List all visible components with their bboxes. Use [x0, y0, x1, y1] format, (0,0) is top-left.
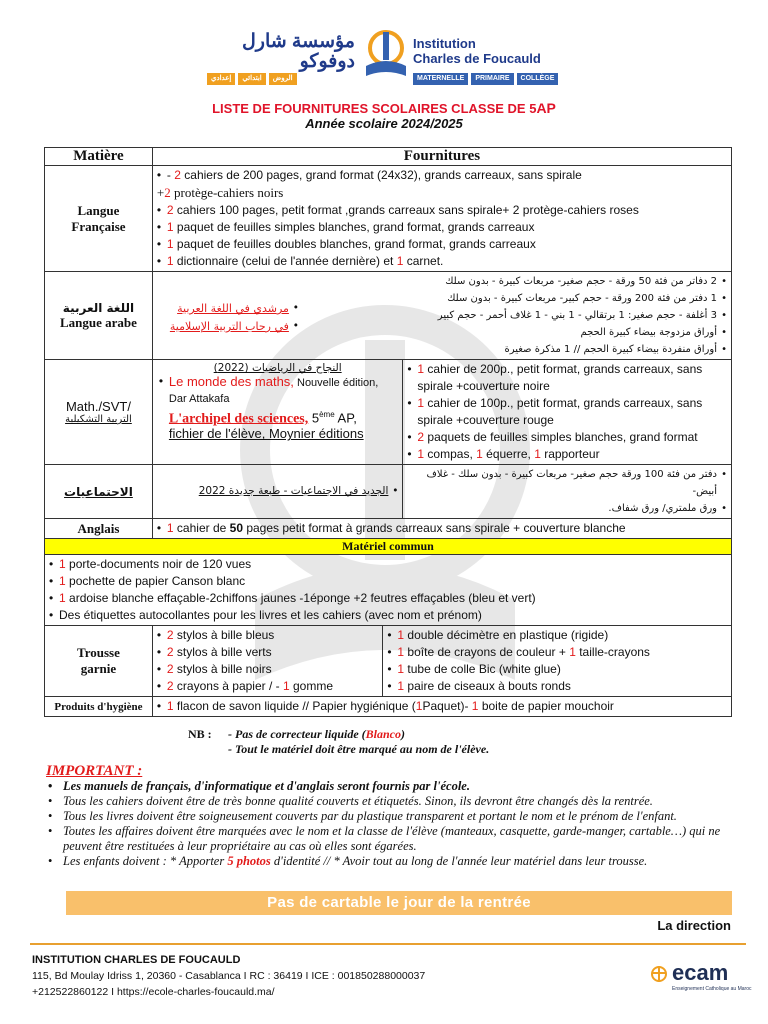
- list-item: [157, 202, 727, 219]
- supplies-anglais: [152, 519, 731, 539]
- subject-line: Langue arabe: [59, 314, 137, 330]
- list-item: [49, 556, 727, 573]
- item-text: stylos à bille verts: [173, 645, 272, 659]
- list-item: [49, 607, 727, 624]
- supplies-math: [152, 360, 731, 465]
- table-row-math: [45, 360, 732, 465]
- item-text: pochette de papier Canson blanc: [65, 574, 246, 588]
- item-text: double décimètre en plastique (rigide): [404, 628, 609, 642]
- logo-tag: MATERNELLE: [413, 73, 468, 85]
- item-text: paquet de feuilles doubles blanches, grand format, grands carreaux: [173, 237, 536, 251]
- item-qty: 1: [415, 699, 423, 713]
- school-emblem-icon: [360, 28, 412, 80]
- note-text: Les enfants doivent : * Apporter: [63, 854, 228, 868]
- item-pages: 50: [229, 521, 243, 535]
- list-item: [407, 446, 727, 463]
- item-text: cahier de 200p., petit format, grands carreaux, sans spirale +couverture noire: [417, 362, 703, 393]
- book-title: في رحاب التربية الإسلامية: [169, 320, 289, 333]
- supplies-commun: [45, 555, 732, 626]
- logo-arabic-name: مؤسسة شارل دوفوكو: [241, 31, 355, 72]
- item-text: boîte de crayons de couleur +: [404, 645, 570, 659]
- note-highlight: 5 photos: [227, 854, 271, 868]
- book-title: مرشدي في اللغة العربية: [177, 302, 289, 315]
- footer-address: 115, Bd Moulay Idriss 1, 20360 - Casablanca I RC : 36419 I ICE : 001850288000037: [32, 970, 426, 982]
- table-row-arabe: [45, 272, 732, 360]
- book-edition: 5: [308, 410, 320, 426]
- item-text: taille-crayons: [575, 645, 650, 659]
- book-archipel: [159, 407, 397, 426]
- item-qty: 2: [164, 185, 171, 200]
- logo-fr-line2: Charles de Foucauld: [413, 51, 541, 66]
- school-logo: [185, 28, 585, 92]
- item-text: cahiers 100 pages, petit format ,grands carreaux sans spirale+ 2 protège-cahiers roses: [173, 203, 639, 217]
- document-title: [0, 100, 768, 116]
- list-item: [157, 678, 379, 695]
- list-item: [387, 644, 727, 661]
- table-row-social: [45, 465, 732, 519]
- book-item: [157, 318, 299, 336]
- item-qty: 1: [166, 220, 174, 234]
- item-qty: 1: [396, 254, 404, 268]
- item-qty: 1: [59, 557, 66, 571]
- item-qty: 2: [166, 203, 174, 217]
- list-item: • دفتر من فئة 100 ورقة حجم صغير- مربعات كبيرة - بدون سلك - غلاف أبيض-: [407, 466, 727, 500]
- item-qty: 2: [166, 645, 174, 659]
- nb-line1: [188, 727, 489, 742]
- item-qty: 2: [166, 679, 174, 693]
- title-class: AP: [536, 100, 556, 116]
- list-item: [157, 698, 727, 715]
- item-text: paire de ciseaux à bouts ronds: [404, 679, 571, 693]
- item-text: paquet de feuilles simples blanches, grand format, grands carreaux: [173, 220, 535, 234]
- subject-hygiene: Produits d'hygiène: [45, 697, 153, 717]
- table-row-commun: [45, 555, 732, 626]
- list-item: • أوراق منفردة بيضاء كبيرة الحجم // 1 مذكرة صغيرة: [307, 341, 727, 358]
- list-item: [157, 627, 379, 644]
- subject-line: الاجتماعيات: [64, 484, 133, 499]
- subject-math: [45, 360, 153, 465]
- item-qty: 1: [397, 645, 405, 659]
- list-item: [407, 361, 727, 395]
- list-item: • Les manuels de français, d'informatique et d'anglais seront fournis par l'école.: [44, 779, 734, 794]
- table-row-hygiene: [45, 697, 732, 717]
- book-item: • الجديد في الاجتماعيات - طبعة جديدة 2022: [157, 483, 399, 500]
- item-text: dictionnaire (celui de l'année dernière) et: [173, 254, 397, 268]
- list-item: • Tous les cahiers doivent être de très bonne qualité couverts et étiquetés. Sinon, ils devront être changés dès la rentrée.: [44, 794, 734, 809]
- item-text: compas,: [424, 447, 477, 461]
- item-qty: 2: [417, 430, 425, 444]
- list-item: • 2 دفاتر من فئة 50 ورقة - حجم صغير- مربعات كبيرة - بدون سلك: [307, 273, 727, 290]
- ecam-emblem-icon: [650, 964, 668, 986]
- logo-tag: الروض: [269, 73, 297, 85]
- subject-social: [45, 465, 153, 519]
- item-qty: 1: [397, 679, 405, 693]
- logo-tag: PRIMAIRE: [471, 73, 513, 85]
- book-item: [159, 374, 397, 407]
- item-qty: 1: [59, 574, 66, 588]
- list-item: [157, 253, 727, 270]
- list-item: • ورق ملمتري/ ورق شفاف.: [407, 500, 727, 517]
- book-title-ar: النجاح في الرياضيات (2022): [213, 362, 342, 374]
- subject-line: اللغة العربية: [62, 300, 135, 315]
- item-qty: 1: [417, 362, 425, 376]
- nb-text: - Pas de correcteur liquide (: [228, 727, 366, 741]
- list-item: [157, 236, 727, 253]
- item-text: carnet.: [403, 254, 444, 268]
- supplies-francais: [152, 166, 731, 272]
- subject-anglais: Anglais: [45, 519, 153, 539]
- subject-line: garnie: [80, 661, 117, 676]
- table-row-francais: [45, 166, 732, 272]
- item-qty: 2: [166, 662, 174, 676]
- subject-line: Française: [71, 218, 126, 234]
- list-item: [407, 395, 727, 429]
- item-qty: 1: [569, 645, 576, 659]
- logo-tags-arabic: [207, 73, 297, 85]
- important-notes: [44, 779, 734, 869]
- item-qty: 1: [534, 447, 541, 461]
- item-text: rapporteur: [540, 447, 600, 461]
- item-qty: 1: [476, 447, 483, 461]
- item-text: flacon de savon liquide // Papier hygiénique (: [173, 699, 416, 713]
- item-prefix: -: [166, 168, 175, 182]
- nb-note: [188, 727, 489, 757]
- item-qty: 1: [282, 679, 290, 693]
- list-item: [157, 167, 727, 184]
- list-item: • 3 أغلفة - حجم صغير: 1 برتقالي - 1 بني - 1 غلاف أحمر - حجم كبير: [307, 307, 727, 324]
- item-text: gomme: [289, 679, 334, 693]
- subject-trousse: [45, 626, 153, 697]
- table-header-row: [45, 148, 732, 166]
- item-text: Paquet)-: [422, 699, 472, 713]
- list-item: [49, 590, 727, 607]
- nb-line2: - Tout le matériel doit être marqué au nom de l'élève.: [228, 742, 490, 756]
- item-qty: 1: [166, 237, 174, 251]
- table-row-commun-header: [45, 539, 732, 555]
- item-qty: 1: [166, 254, 174, 268]
- item-qty: 1: [417, 396, 425, 410]
- supplies-arabe: [152, 272, 731, 360]
- book-edition-sup: ème: [319, 410, 335, 419]
- item-text: tube de colle Bic (white glue): [404, 662, 561, 676]
- list-item: [157, 520, 727, 537]
- list-item: [157, 644, 379, 661]
- ecam-tagline: Enseignement Catholique au Maroc: [672, 986, 752, 992]
- book-edition-ap: AP,: [334, 410, 357, 426]
- item-qty: 1: [471, 699, 479, 713]
- item-qty: 2: [174, 168, 181, 182]
- ecam-wordmark: ecam: [672, 960, 729, 985]
- item-qty: 1: [59, 591, 66, 605]
- logo-tag: COLLÈGE: [517, 73, 559, 85]
- list-item: [387, 678, 727, 695]
- list-item: [49, 573, 727, 590]
- logo-tags-french: [413, 73, 558, 85]
- col-supplies-header: Fournitures: [152, 148, 731, 166]
- subject-line: التربية التشكيلية: [65, 414, 132, 425]
- title-text: LISTE DE FOURNITURES SCOLAIRES CLASSE DE 5: [212, 101, 537, 116]
- item-text: stylos à bille bleus: [173, 628, 275, 642]
- nb-label: NB :: [188, 727, 212, 741]
- book-title: Le monde des maths,: [168, 374, 294, 389]
- list-item: [44, 854, 734, 869]
- nb-highlight: Blanco: [365, 727, 401, 741]
- logo-french-name: [413, 36, 541, 66]
- list-item: • Toutes les affaires doivent être marquées avec le nom et la classe de l'élève (manteaux, casquette, garde-manger, cartable…) qui ne peuvent être restituées à leur propriétaire au cas où elles sont égarées.: [44, 824, 734, 854]
- book-title: L'archipel des sciences,: [168, 411, 309, 427]
- item-text: protège-cahiers noirs: [170, 185, 284, 200]
- item-text: cahier de 100p., petit format, grands carreaux, sans spirale +couverture rouge: [417, 396, 703, 427]
- book-details: fichier de l'élève, Moynier éditions: [168, 426, 364, 442]
- footer: [32, 952, 425, 1000]
- signature-direction: La direction: [657, 918, 731, 933]
- item-qty: 1: [397, 628, 405, 642]
- item-text: stylos à bille noirs: [173, 662, 272, 676]
- supplies-table: [44, 147, 732, 717]
- footer-institution-name: INSTITUTION CHARLES DE FOUCAULD: [32, 954, 241, 966]
- supplies-hygiene: [152, 697, 731, 717]
- item-text: cahier de: [173, 521, 230, 535]
- table-row-anglais: [45, 519, 732, 539]
- item-text: crayons à papier / -: [173, 679, 283, 693]
- list-item: [407, 429, 727, 446]
- ecam-logo: [650, 960, 750, 1000]
- logo-fr-line1: Institution: [413, 36, 476, 51]
- item-text: pages petit format à grands carreaux sans spirale + couverture blanche: [243, 521, 626, 535]
- list-item: [387, 627, 727, 644]
- item-qty: 2: [166, 628, 174, 642]
- item-qty: 1: [166, 521, 174, 535]
- item-text: paquets de feuilles simples blanches, grand format: [424, 430, 698, 444]
- list-item: • أوراق مزدوجة بيضاء كبيرة الحجم: [307, 324, 727, 341]
- item-qty: 1: [397, 662, 405, 676]
- table-row-trousse: [45, 626, 732, 697]
- list-item: • Tous les livres doivent être soigneusement couverts par du plastique transparent et portant le nom et le prénom de l'enfant.: [44, 809, 734, 824]
- book-details: Nouvelle édition, Dar Attakafa: [168, 377, 379, 405]
- supplies-trousse: [152, 626, 731, 697]
- subject-francais: [45, 166, 153, 272]
- supplies-social: [152, 465, 731, 519]
- item-prefix: +: [156, 185, 165, 200]
- school-year: Année scolaire 2024/2025: [305, 116, 463, 131]
- note-text: d'identité // * Avoir tout au long de l'année leur matériel dans leur trousse.: [270, 854, 648, 868]
- item-qty: 1: [166, 699, 174, 713]
- important-title: IMPORTANT :: [46, 763, 143, 779]
- subject-line: Langue: [77, 202, 120, 218]
- book-item: [157, 300, 299, 318]
- item-text: porte-documents noir de 120 vues: [65, 557, 252, 571]
- no-bag-banner: Pas de cartable le jour de la rentrée: [66, 891, 732, 915]
- subject-line: Trousse: [77, 645, 120, 660]
- item-qty: 1: [417, 447, 425, 461]
- list-item: [387, 661, 727, 678]
- item-text: boite de papier mouchoir: [478, 699, 614, 713]
- list-item: [157, 184, 727, 202]
- footer-contact[interactable]: +212522860122 I https://ecole-charles-foucauld.ma/: [32, 986, 275, 998]
- list-item: • 1 دفتر من فئة 200 ورقة - حجم كبير- مربعات كبيرة - بدون سلك: [307, 290, 727, 307]
- nb-text: ): [401, 727, 405, 741]
- item-text: ardoise blanche effaçable-2chiffons jaunes -1éponge +2 feutres effaçables (bleu et vert): [65, 591, 536, 605]
- logo-tag: إعدادي: [207, 73, 235, 85]
- footer-divider: [30, 943, 746, 945]
- item-text: équerre,: [482, 447, 535, 461]
- item-text: Des étiquettes autocollantes pour les livres et les cahiers (avec nom et prénom): [59, 608, 482, 622]
- list-item: [157, 219, 727, 236]
- commun-title: Matériel commun: [45, 539, 732, 555]
- col-subject-header: Matière: [45, 148, 153, 166]
- subject-arabe: [45, 272, 153, 360]
- subject-line: Math./SVT/: [65, 399, 131, 414]
- logo-tag: ابتدائي: [238, 73, 265, 85]
- item-text: cahiers de 200 pages, grand format (24x32), grands carreaux, sans spirale: [180, 168, 582, 182]
- list-item: [157, 661, 379, 678]
